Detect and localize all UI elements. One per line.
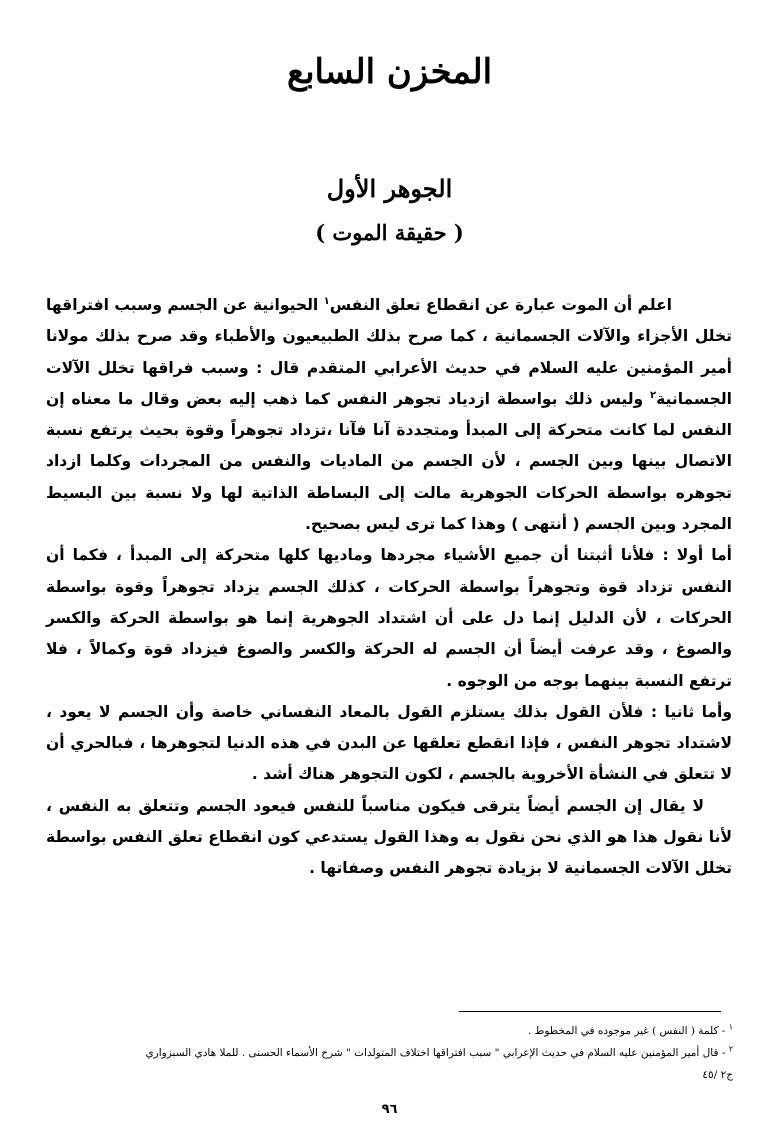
footnote-ref-1[interactable]: ١	[323, 295, 330, 307]
paragraph-rebuttal	[46, 791, 732, 885]
footnote-item	[130, 1042, 733, 1086]
paragraph-first-objection	[46, 540, 732, 696]
body-text	[46, 290, 732, 885]
section-subtitle: ( حقيقة الموت )	[315, 220, 464, 245]
footnote-text: - قال أمير المؤمنين عليه السلام في حديث الإعرابي " سبب افتراقها اختلاف المتولدات " شرح الأسماء الحسنى . للملا هادي السبزواري ج٢ /٤٥	[145, 1047, 733, 1081]
paragraph-second-objection	[46, 697, 732, 791]
paragraph-text: فلأنا أثبتنا أن جميع الأشياء مجردها وماديها كلها متحركة إلى المبدأ ، فكما أن النفس تزداد قوة وتجوهراً بواسطة الحركات ، كذلك الجسم يزداد تجوهراً وقوة بواسطة الحركات ، لأن الدليل إنما دل على أن اشتداد الجوهرية إنما هو بواسطة الحركة والكسر والصوغ ، وقد عرفت أيضاً أن الجسم له الحركة والكسر والصوغ فيزداد قوة وكمالاً ، فلا ترتفع النسبة بينهما بوجه من الوجوه .	[46, 546, 732, 690]
chapter-title: المخزن السابع	[286, 52, 493, 92]
footnotes	[130, 1020, 733, 1086]
footnote-marker: ١	[728, 1022, 733, 1032]
paragraph-text: الحيوانية عن الجسم وسبب افتراقها تخلل الأجزاء والآلات الجسمانية ، كما صرح بذلك الطبيعيون والأطباء وقد صرح بذلك مولانا أمير المؤمنين عليه السلام في حديث الأعرابي المتقدم قال : وسبب فراقها تخلل الآلات الجسمانية	[46, 296, 732, 408]
paragraph-text: لا يقال إن الجسم أيضاً يترقى فيكون مناسباً للنفس فيعود الجسم وتتعلق به النفس ، لأنا نقول هذا هو الذي نحن نقول به وهذا القول يستدعي كون انقطاع تعلق النفس بواسطة تخلل الآلات الجسمانية لا بزيادة تجوهر النفس وصفاتها .	[46, 796, 732, 878]
footnote-ref-2[interactable]: ٢	[650, 389, 657, 401]
page-number: ٩٦	[381, 1102, 398, 1117]
paragraph-lead: أما أولا :	[662, 546, 732, 565]
footnote-divider	[459, 1011, 721, 1012]
paragraph-lead: وأما ثانيا :	[650, 702, 732, 721]
paragraph-text: اعلم أن الموت عبارة عن انقطاع تعلق النفس	[329, 296, 672, 314]
footnote-item	[130, 1020, 733, 1042]
footnote-marker: ٢	[728, 1044, 733, 1054]
paragraph-intro	[46, 290, 732, 540]
paragraph-text: فلأن القول بذلك يستلزم القول بالمعاد النفساني خاصة وأن الجسم لا يعود ، لاشتداد تجوهر النفس ، فإذا انقطع تعلقها عن البدن في هذه الدنيا لتجوهرها ، فبالحري أن لا تتعلق في النشأة الأخروية بالجسم ، لكون التجوهر هناك أشد .	[46, 702, 732, 784]
paragraph-text: وليس ذلك بواسطة ازدياد تجوهر النفس كما ذهب إليه بعض وقال ما معناه إن النفس لما كانت متحركة إلى المبدأ ومتجددة آنا فآنا ،تزداد تجوهراً وقوة بحيث يرتفع نسبة الاتصال بينها وبين الجسم ، لأن الجسم من الماديات والنفس من المجردات وكلما ازداد تجوهره بواسطة الحركات الجوهرية مالت إلى البساطة الذاتية لها ولا نسبة بين البسيط المجرد وبين الجسم ( أنتهى ) وهذا كما ترى ليس بصحيح.	[46, 389, 732, 534]
footnote-text: - كلمة ( النفس ) غير موجوده في المخطوط .	[528, 1025, 729, 1037]
section-title: الجوهر الأول	[326, 174, 453, 203]
